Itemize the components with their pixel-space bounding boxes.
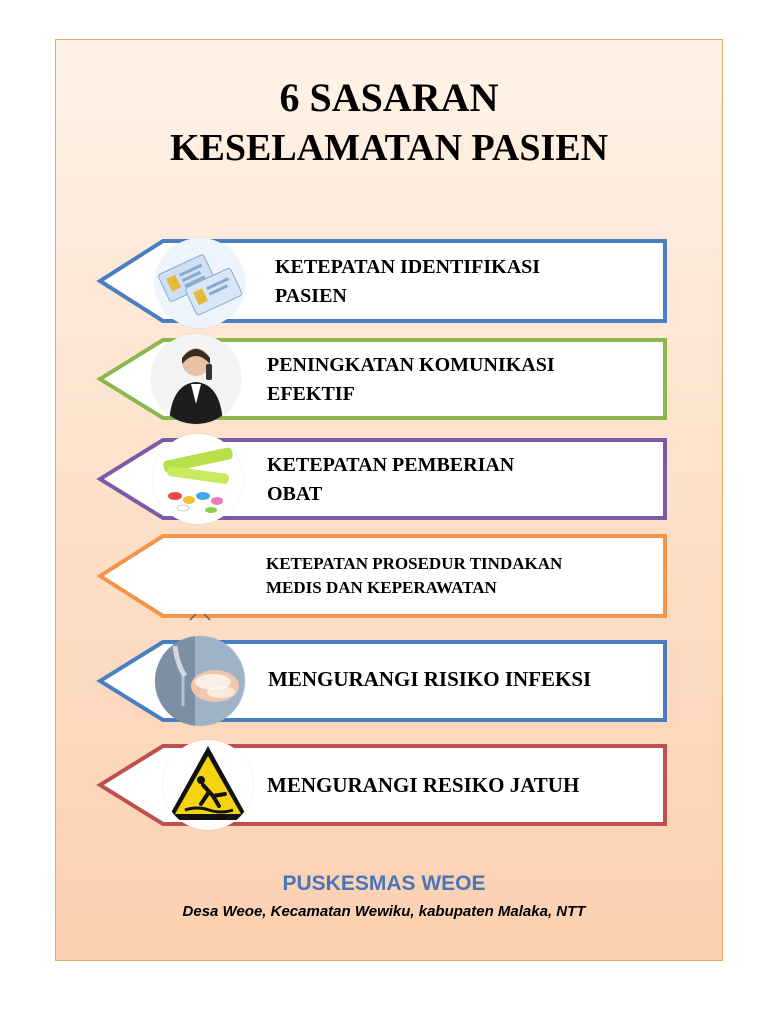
organization-address: Desa Weoe, Kecamatan Wewiku, kabupaten Malaka, NTT [182,903,586,920]
goal-item-fall-risk [0,742,768,832]
item-label-line-1: KETEPATAN PROSEDUR TINDAKAN [266,554,563,573]
item-label-line-1: MENGURANGI RISIKO INFEKSI [268,667,592,691]
organization-name: PUSKESMAS WEOE [282,872,486,895]
goal-item-procedure [0,532,768,622]
item-label-line-2: EFEKTIF [267,383,355,405]
item-label-line-1: PENINGKATAN KOMUNIKASI [267,354,555,376]
item-label-line-1: KETEPATAN IDENTIFIKASI [275,256,541,278]
goal-item-infection [0,638,768,728]
item-label-line-1: MENGURANGI RESIKO JATUH [267,773,580,797]
wet-floor-warning-icon [163,740,253,830]
id-card-icon [155,238,245,328]
item-label-line-2: OBAT [267,483,323,505]
goal-item-medication [0,436,768,526]
title-line-2: KESELAMATAN PASIEN [169,127,609,169]
item-label-line-2: PASIEN [275,285,347,307]
phone-operator-icon [151,334,241,424]
hand-washing-icon [155,636,245,726]
title-line-1: 6 SASARAN [279,75,499,120]
goal-item-identification [0,238,768,328]
item-label-line-2: MEDIS DAN KEPERAWATAN [266,578,497,597]
goal-item-communication [0,336,768,426]
item-label-line-1: KETEPATAN PEMBERIAN [267,454,515,476]
medicine-pills-icon [153,434,243,524]
